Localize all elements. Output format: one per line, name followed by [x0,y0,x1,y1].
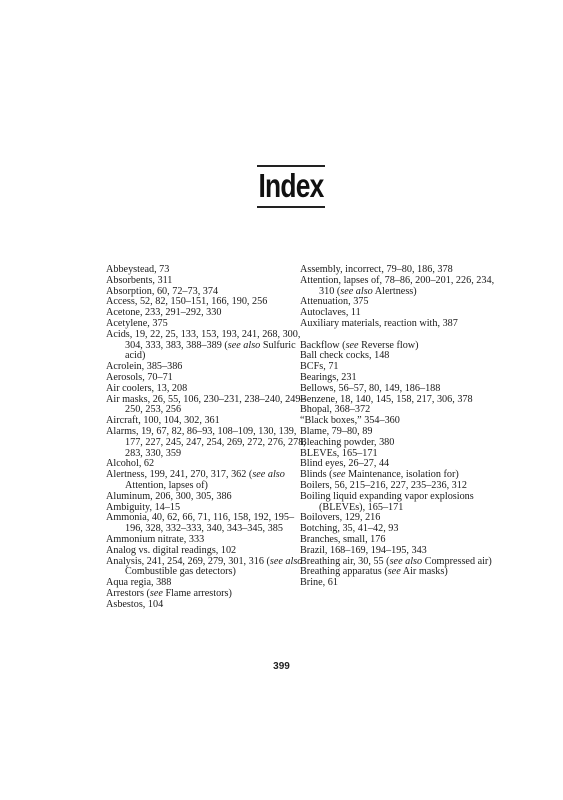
index-column-left [106,265,306,611]
index-entry-text: Absorption, 60, 72–73, 374 [106,285,219,297]
index-entry-text: Blind eyes, 26–27, 44 [300,458,390,470]
index-entry-text: Aqua regia, 388 [106,577,172,589]
index-entry-text: BCFs, 71 [300,361,339,373]
index-entry-text: Aluminum, 206, 300, 305, 386 [106,490,232,502]
index-entry-text: Aerosols, 70–71 [106,371,173,383]
index-entry-text: Brine, 61 [300,577,338,589]
index-column-right [300,265,505,589]
cross-ref-open: ( [339,339,346,351]
index-entry-text: Boilers, 56, 215–216, 227, 235–236, 312 [300,479,467,491]
index-entry-text: Boiling liquid expanding vapor explosions (BLEVEs), 165–171 [300,490,474,513]
cross-ref-see: see also [389,555,423,567]
cross-ref-target: Attention, lapses of) [125,479,208,491]
index-entry-text: “Black boxes,” 354–360 [300,415,400,427]
index-entry [300,578,505,589]
index-entry-text: Blame, 79–80, 89 [300,425,373,437]
index-entry-text: Bearings, 231 [300,371,357,383]
index-entry-text: Arrestors [106,587,144,599]
cross-ref-open: ( [221,339,228,351]
index-entry [300,492,505,514]
index-entry [106,557,306,579]
index-entry [300,319,505,330]
index-entry-text: Absorbents, 311 [106,274,173,286]
index-entry-text: Assembly, incorrect, 79–80, 186, 378 [300,264,453,275]
cross-ref-see: see also [252,469,285,481]
index-entry-text: Air masks, 26, 55, 106, 230–231, 238–240, 249–250, 253, 256 [106,393,306,416]
cross-ref-see: see [345,339,359,351]
cross-ref-open: ( [383,555,390,567]
cross-ref-target: Alertness) [372,285,417,297]
cross-ref-see: see [149,587,163,599]
cross-ref-open: ( [326,469,333,481]
index-entry [106,513,306,535]
cross-ref-target: Flame arrestors) [162,587,232,599]
page-title: Index [258,167,324,204]
cross-ref-see: see [332,469,346,481]
index-entry-text: Alertness, 199, 241, 270, 317, 362 [106,469,247,481]
index-entry-text: Bleaching powder, 380 [300,436,395,448]
index-entry-text: Access, 52, 82, 150–151, 166, 190, 256 [106,296,268,308]
index-entry-text: Ambiguity, 14–15 [106,501,181,513]
cross-ref-target: Compressed air) [422,555,492,567]
index-entry-text: Analysis, 241, 254, 269, 279, 301, 316 [106,555,264,567]
index-entry-text: Alarms, 19, 67, 82, 86–93, 108–109, 130, 139, 177, 227, 245, 247, 254, 269, 272, 276, 278, 283, 330, 359 [106,425,306,459]
index-entry-text: Auxiliary materials, reaction with, 387 [300,317,458,329]
index-entry-text: Botching, 35, 41–42, 93 [300,523,399,535]
index-entry-text: Bhopal, 368–372 [300,404,371,416]
cross-ref-target: Sulfuric acid) [125,339,296,362]
index-entry [106,470,306,492]
index-entry-text: Asbestos, 104 [106,598,164,610]
cross-ref-open: ( [246,469,253,481]
cross-ref-open: ( [143,587,150,599]
cross-ref-target: Combustible gas detectors) [125,566,236,578]
index-entry-text: Acetylene, 375 [106,317,168,329]
index-entry-text: Ammonium nitrate, 333 [106,533,205,545]
index-entry-text: Bellows, 56–57, 80, 149, 186–188 [300,382,441,394]
index-entry-text: Abbeystead, 73 [106,264,170,275]
index-entry-text: Breathing air, 30, 55 [300,555,384,567]
cross-ref-target: Maintenance, isolation for) [345,469,459,481]
index-entry [106,427,306,459]
index-entry-text: Autoclaves, 11 [300,307,361,319]
index-entry-text: Acetone, 233, 291–292, 330 [106,307,222,319]
index-entry-text: Acids, 19, 22, 25, 133, 153, 193, 241, 268, 300, 304, 333, 383, 388–389 [106,328,301,351]
index-entry [106,395,306,417]
cross-ref-target: Reverse flow) [358,339,419,351]
cross-ref-see: see [387,566,401,578]
index-entry [106,600,306,611]
cross-ref-see: see also [227,339,261,351]
index-entry-text: Attenuation, 375 [300,296,369,308]
page-number: 399 [273,661,290,672]
cross-ref-open: ( [334,285,341,297]
index-entry-text: Acrolein, 385–386 [106,361,183,373]
index-entry-text: Brazil, 168–169, 194–195, 343 [300,544,427,556]
index-entry-text: Attention, lapses of, 78–86, 200–201, 226, 234, 310 [300,274,495,297]
index-entry-text: Ammonia, 40, 62, 66, 71, 116, 158, 192, 195–196, 328, 332–333, 340, 343–345, 385 [106,512,295,535]
index-entry-text: Air coolers, 13, 208 [106,382,188,394]
index-entry-text: Backflow [300,339,340,351]
cross-ref-see: see also [269,555,303,567]
index-entry-text: BLEVEs, 165–171 [300,447,378,459]
index-entry-text: Alcohol, 62 [106,458,155,470]
index-entry [106,330,306,362]
title-bottom-rule [257,206,325,208]
index-entry-text: Ball check cocks, 148 [300,350,390,362]
index-entry-text: Analog vs. digital readings, 102 [106,544,237,556]
index-entry-text: Blinds [300,469,327,481]
cross-ref-open: ( [381,566,388,578]
index-entry [300,276,505,298]
index-entry-text: Aircraft, 100, 104, 302, 361 [106,415,220,427]
index-entry-text: Boilovers, 129, 216 [300,512,381,524]
cross-ref-see: see also [340,285,373,297]
index-entry-text: Breathing apparatus [300,566,382,578]
cross-ref-open: ( [263,555,270,567]
index-entry-text: Branches, small, 176 [300,533,386,545]
index-entry-text: Benzene, 18, 140, 145, 158, 217, 306, 378 [300,393,473,405]
cross-ref-target: Air masks) [400,566,448,578]
